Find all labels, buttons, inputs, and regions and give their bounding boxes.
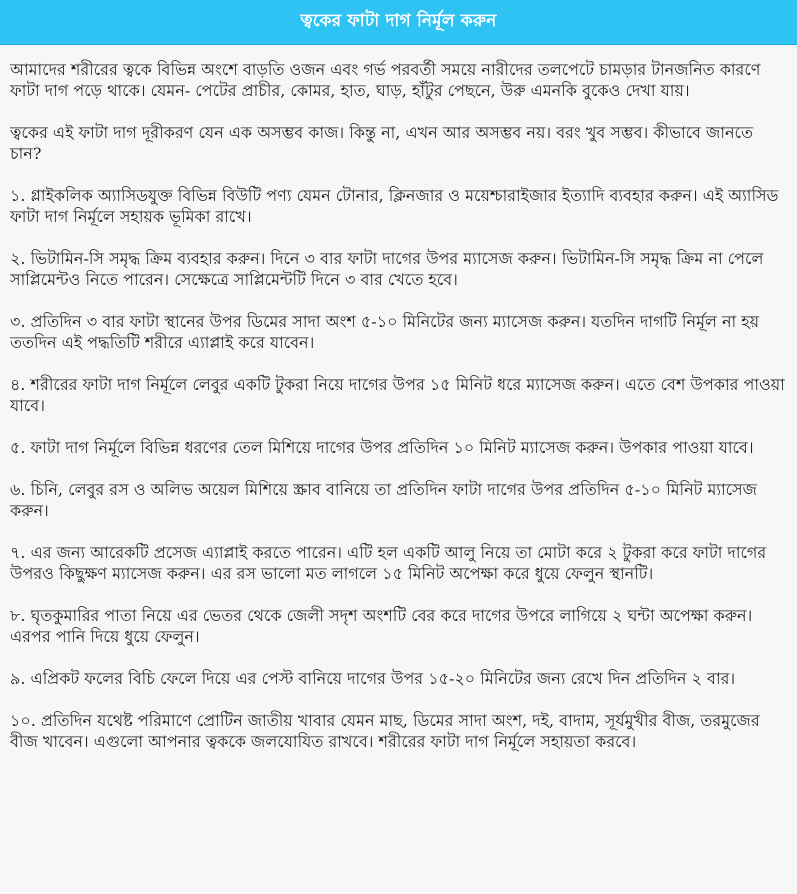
tip-paragraph: ২. ভিটামিন-সি সমৃদ্ধ ক্রিম ব্যবহার করুন। দিনে ৩ বার ফাটা দাগের উপর ম্যাসেজ করুন। ভিটামিন-সি সমৃদ্ধ ক্রিম না পেলে সাপ্লিমেন্টও নিতে পারেন। সেক্ষেত্রে সাপ্লিমেন্টটি দিনে ৩ বার খেতে হবে। bbox=[10, 249, 764, 289]
tip-paragraph: ৭. এর জন্য আরেকটি প্রসেজ এ্যাপ্লাই করতে পারেন। এটি হল একটি আলু নিয়ে তা মোটা করে ২ টুকরা করে ফাটা দাগের উপরও কিছুক্ষণ ম্যাসেজ করুন। এর রস ভালো মত লাগলে ১৫ মিনিট অপেক্ষা করে ধুয়ে ফেলুন স্থানটি। bbox=[10, 543, 767, 583]
tip-paragraph: ৮. ঘৃতকুমারির পাতা নিয়ে এর ভেতর থেকে জেলী সদৃশ অংশটি বের করে দাগের উপরে লাগিয়ে ২ ঘন্টা অপেক্ষা করুন। এরপর পানি দিয়ে ধুয়ে ফেলুন। bbox=[10, 606, 753, 646]
tip-paragraph: ৫. ফাটা দাগ নির্মূলে বিভিন্ন ধরণের তেল মিশিয়ে দাগের উপর প্রতিদিন ১০ মিনিট ম্যাসেজ করুন। উপকার পাওয়া যাবে। bbox=[10, 438, 754, 457]
page-title: ত্বকের ফাটা দাগ নির্মূল করুন bbox=[300, 11, 497, 31]
tip-paragraph: ৪. শরীরের ফাটা দাগ নির্মূলে লেবুর একটি টুকরা নিয়ে দাগের উপর ১৫ মিনিট ধরে ম্যাসেজ করুন। এতে বেশ উপকার পাওয়া যাবে। bbox=[10, 375, 785, 415]
question-paragraph: ত্বকের এই ফাটা দাগ দূরীকরণ যেন এক অসম্ভব কাজ। কিন্তু না, এখন আর অসম্ভব নয়। বরং খুব সম্ভব। কীভাবে জানতে চান? bbox=[10, 123, 753, 163]
tip-paragraph: ১০. প্রতিদিন যথেষ্ট পরিমাণে প্রোটিন জাতীয় খাবার যেমন মাছ, ডিমের সাদা অংশ, দই, বাদাম, সূর্যমুখীর বীজ, তরমুজের বীজ খাবেন। এগুলো আপনার ত্বককে জলযোযিত রাখবে। শরীরের ফাটা দাগ নির্মূলে সহায়তা করবে। bbox=[10, 711, 760, 751]
title-bar bbox=[0, 0, 797, 45]
tip-paragraph: ৩. প্রতিদিন ৩ বার ফাটা স্থানের উপর ডিমের সাদা অংশ ৫-১০ মিনিটের জন্য ম্যাসেজ করুন। যতদিন দাগটি নির্মূল না হয় ততদিন এই পদ্ধতিটি শরীরে এ্যাপ্লাই করে যাবেন। bbox=[10, 312, 760, 352]
article-body bbox=[0, 45, 797, 752]
tip-paragraph: ৯. এপ্রিকট ফলের বিচি ফেলে দিয়ে এর পেস্ট বানিয়ে দাগের উপর ১৫-২০ মিনিটের জন্য রেখে দিন প্রতিদিন ২ বার। bbox=[10, 669, 736, 688]
tip-paragraph: ৬. চিনি, লেবুর রস ও অলিভ অয়েল মিশিয়ে স্ক্রাব বানিয়ে তা প্রতিদিন ফাটা দাগের উপর প্রতিদিন ৫-১০ মিনিট ম্যাসেজ করুন। bbox=[10, 480, 757, 520]
tip-paragraph: ১. গ্লাইকলিক অ্যাসিডযুক্ত বিভিন্ন বিউটি পণ্য যেমন টোনার, ক্লিনজার ও ময়েশ্চারাইজার ইত্যাদি ব্যবহার করুন। এই অ্যাসিড ফাটা দাগ নির্মূলে সহায়ক ভূমিকা রাখে। bbox=[10, 186, 779, 226]
intro-paragraph: আমাদের শরীরের ত্বকে বিভিন্ন অংশে বাড়তি ওজন এবং গর্ভ পরবর্তী সময়ে নারীদের তলপেটে চামড়ার টানজনিত কারণে ফাটা দাগ পড়ে থাকে। যেমন- পেটের প্রাচীর, কোমর, হাত, ঘাড়, হাঁটুর পেছনে, উরু এমনকি বুকেও দেখা যায়। bbox=[10, 60, 761, 100]
